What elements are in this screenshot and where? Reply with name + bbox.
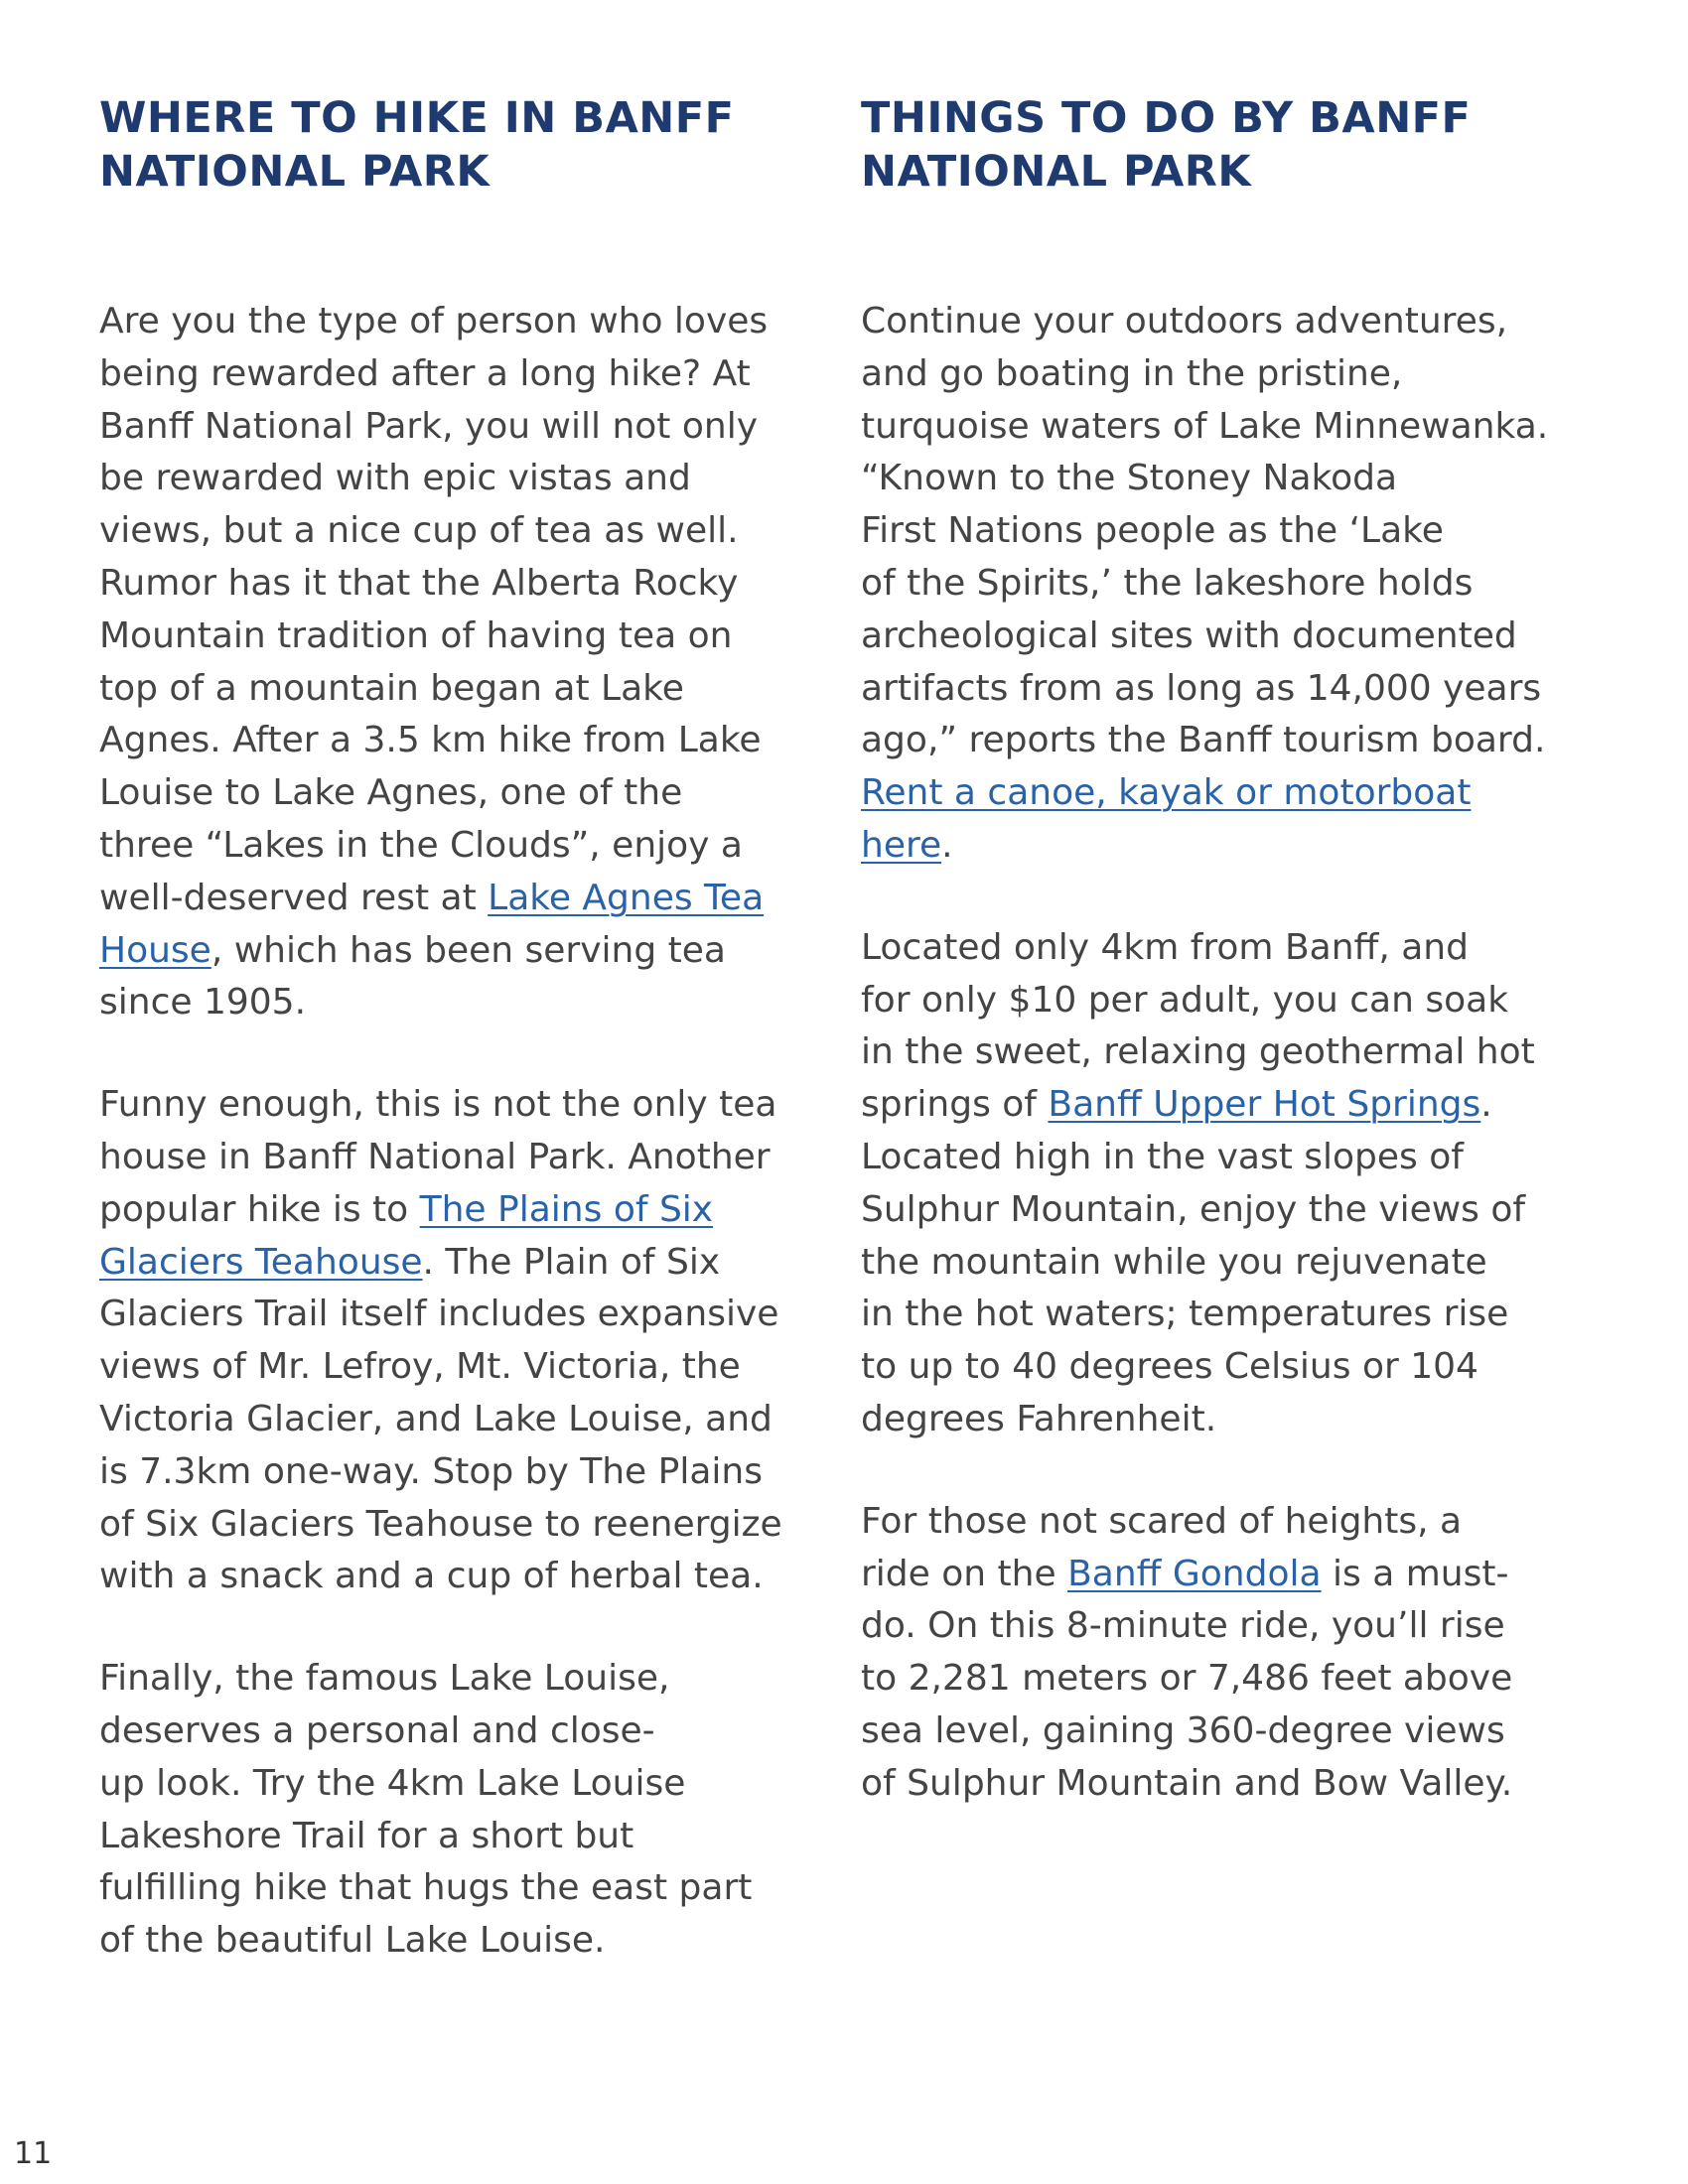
text-line: Funny enough, this is not the only tea [99, 1084, 777, 1126]
text-line: Are you the type of person who loves [99, 301, 769, 341]
text-line: “Known to the Stoney Nakoda [861, 458, 1397, 499]
text-segment: , which has been serving tea [211, 929, 726, 971]
text-line: being rewarded after a long hike? At [99, 352, 751, 394]
text-line: with a snack and a cup of herbal tea. [99, 1556, 764, 1597]
text-line [861, 1079, 1616, 1132]
right-heading-line-1: THINGS TO DO BY BANFF [861, 93, 1472, 143]
text-line: Glaciers Trail itself includes expansive [99, 1294, 779, 1335]
left-paragraph-1 [99, 296, 874, 1029]
text-line: to 2,281 meters or 7,486 feet above [861, 1658, 1513, 1700]
right-column [861, 91, 1616, 1860]
plains-of-six-glaciers-teahouse-link-cont[interactable]: Glaciers Teahouse [99, 1241, 423, 1283]
text-line: up look. Try the 4km Lake Louise [99, 1762, 686, 1804]
text-line: archeological sites with documented [861, 614, 1517, 656]
text-line [99, 1184, 874, 1237]
text-segment: springs of [861, 1084, 1049, 1126]
banff-upper-hot-springs-link[interactable]: Banff Upper Hot Springs [1048, 1084, 1481, 1126]
right-paragraph-2 [861, 922, 1616, 1446]
text-line [861, 1549, 1616, 1601]
page-number: 11 [14, 2136, 53, 2171]
text-line: Continue your outdoors adventures, [861, 301, 1508, 341]
text-line: First Nations people as the ‘Lake [861, 510, 1444, 552]
text-line: to up to 40 degrees Celsius or 104 [861, 1346, 1478, 1388]
left-column [99, 91, 874, 2017]
text-line: turquoise waters of Lake Minnewanka. [861, 405, 1549, 447]
text-segment: . [1480, 1084, 1492, 1126]
text-line: Lakeshore Trail for a short but [99, 1815, 634, 1856]
text-line: of the Spirits,’ the lakeshore holds [861, 562, 1474, 604]
text-line: Agnes. After a 3.5 km hike from Lake [99, 720, 762, 761]
right-paragraph-1 [861, 296, 1616, 873]
right-heading [861, 91, 1616, 199]
text-line: views of Mr. Lefroy, Mt. Victoria, the [99, 1346, 741, 1388]
text-line: do. On this 8-minute ride, you’ll rise [861, 1605, 1505, 1647]
left-heading-line-1: WHERE TO HIKE IN BANFF [99, 93, 735, 143]
text-line: and go boating in the pristine, [861, 352, 1403, 394]
text-line: Banff National Park, you will not only [99, 405, 758, 447]
text-line [99, 925, 874, 978]
text-segment: popular hike is to [99, 1188, 420, 1230]
lake-agnes-tea-house-link[interactable]: Lake Agnes Tea [488, 877, 765, 918]
left-heading-line-2: NATIONAL PARK [99, 147, 491, 197]
text-segment: is a must- [1321, 1553, 1509, 1594]
text-line: in the hot waters; temperatures rise [861, 1294, 1509, 1335]
text-line: house in Banff National Park. Another [99, 1136, 771, 1177]
right-paragraph-3 [861, 1496, 1616, 1811]
text-line [861, 820, 1616, 873]
text-segment: . The Plain of Six [422, 1241, 721, 1283]
right-heading-line-2: NATIONAL PARK [861, 147, 1252, 197]
text-line: Finally, the famous Lake Louise, [99, 1658, 670, 1700]
text-line: Sulphur Mountain, enjoy the views of [861, 1188, 1526, 1230]
text-line: three “Lakes in the Clouds”, enjoy a [99, 824, 743, 866]
left-paragraph-3 [99, 1653, 874, 1968]
right-body [861, 296, 1616, 1811]
text-line: top of a mountain began at Lake [99, 667, 684, 709]
text-line: Located high in the vast slopes of [861, 1136, 1464, 1177]
left-body [99, 296, 874, 1968]
text-line: of Six Glaciers Teahouse to reenergize [99, 1503, 782, 1545]
left-heading [99, 91, 874, 199]
text-line [861, 767, 1616, 820]
text-line: be rewarded with epic vistas and [99, 458, 691, 499]
text-segment: . [941, 824, 953, 866]
text-line: views, but a nice cup of tea as well. [99, 510, 739, 552]
text-line: sea level, gaining 360-degree views [861, 1709, 1505, 1751]
text-line: For those not scared of heights, a [861, 1500, 1463, 1542]
rent-canoe-kayak-motorboat-link-cont[interactable]: here [861, 824, 942, 866]
left-paragraph-2 [99, 1079, 874, 1603]
text-line [99, 873, 874, 925]
text-line [99, 1237, 874, 1290]
lake-agnes-tea-house-link-cont[interactable]: House [99, 929, 211, 971]
text-line: Louise to Lake Agnes, one of the [99, 772, 683, 814]
text-line: ago,” reports the Banff tourism board. [861, 720, 1546, 761]
text-line: degrees Fahrenheit. [861, 1398, 1217, 1439]
text-line: for only $10 per adult, you can soak [861, 979, 1509, 1021]
text-line: of Sulphur Mountain and Bow Valley. [861, 1762, 1513, 1804]
text-line: deserves a personal and close- [99, 1709, 655, 1751]
text-line: Rumor has it that the Alberta Rocky [99, 562, 739, 604]
rent-canoe-kayak-motorboat-link[interactable]: Rent a canoe, kayak or motorboat [861, 772, 1472, 814]
text-line: fulfilling hike that hugs the east part [99, 1867, 753, 1909]
text-line: Located only 4km from Banff, and [861, 926, 1469, 968]
text-segment: ride on the [861, 1553, 1068, 1594]
text-line: in the sweet, relaxing geothermal hot [861, 1031, 1535, 1073]
plains-of-six-glaciers-teahouse-link[interactable]: The Plains of Six [419, 1188, 714, 1230]
text-line: is 7.3km one-way. Stop by The Plains [99, 1450, 763, 1492]
text-line: of the beautiful Lake Louise. [99, 1920, 606, 1962]
text-line: artifacts from as long as 14,000 years [861, 667, 1542, 709]
banff-gondola-link[interactable]: Banff Gondola [1067, 1553, 1322, 1594]
text-segment: well-deserved rest at [99, 877, 489, 918]
text-line: Mountain tradition of having tea on [99, 614, 733, 656]
text-line: the mountain while you rejuvenate [861, 1241, 1487, 1283]
text-line: since 1905. [99, 982, 307, 1024]
text-line: Victoria Glacier, and Lake Louise, and [99, 1398, 773, 1439]
